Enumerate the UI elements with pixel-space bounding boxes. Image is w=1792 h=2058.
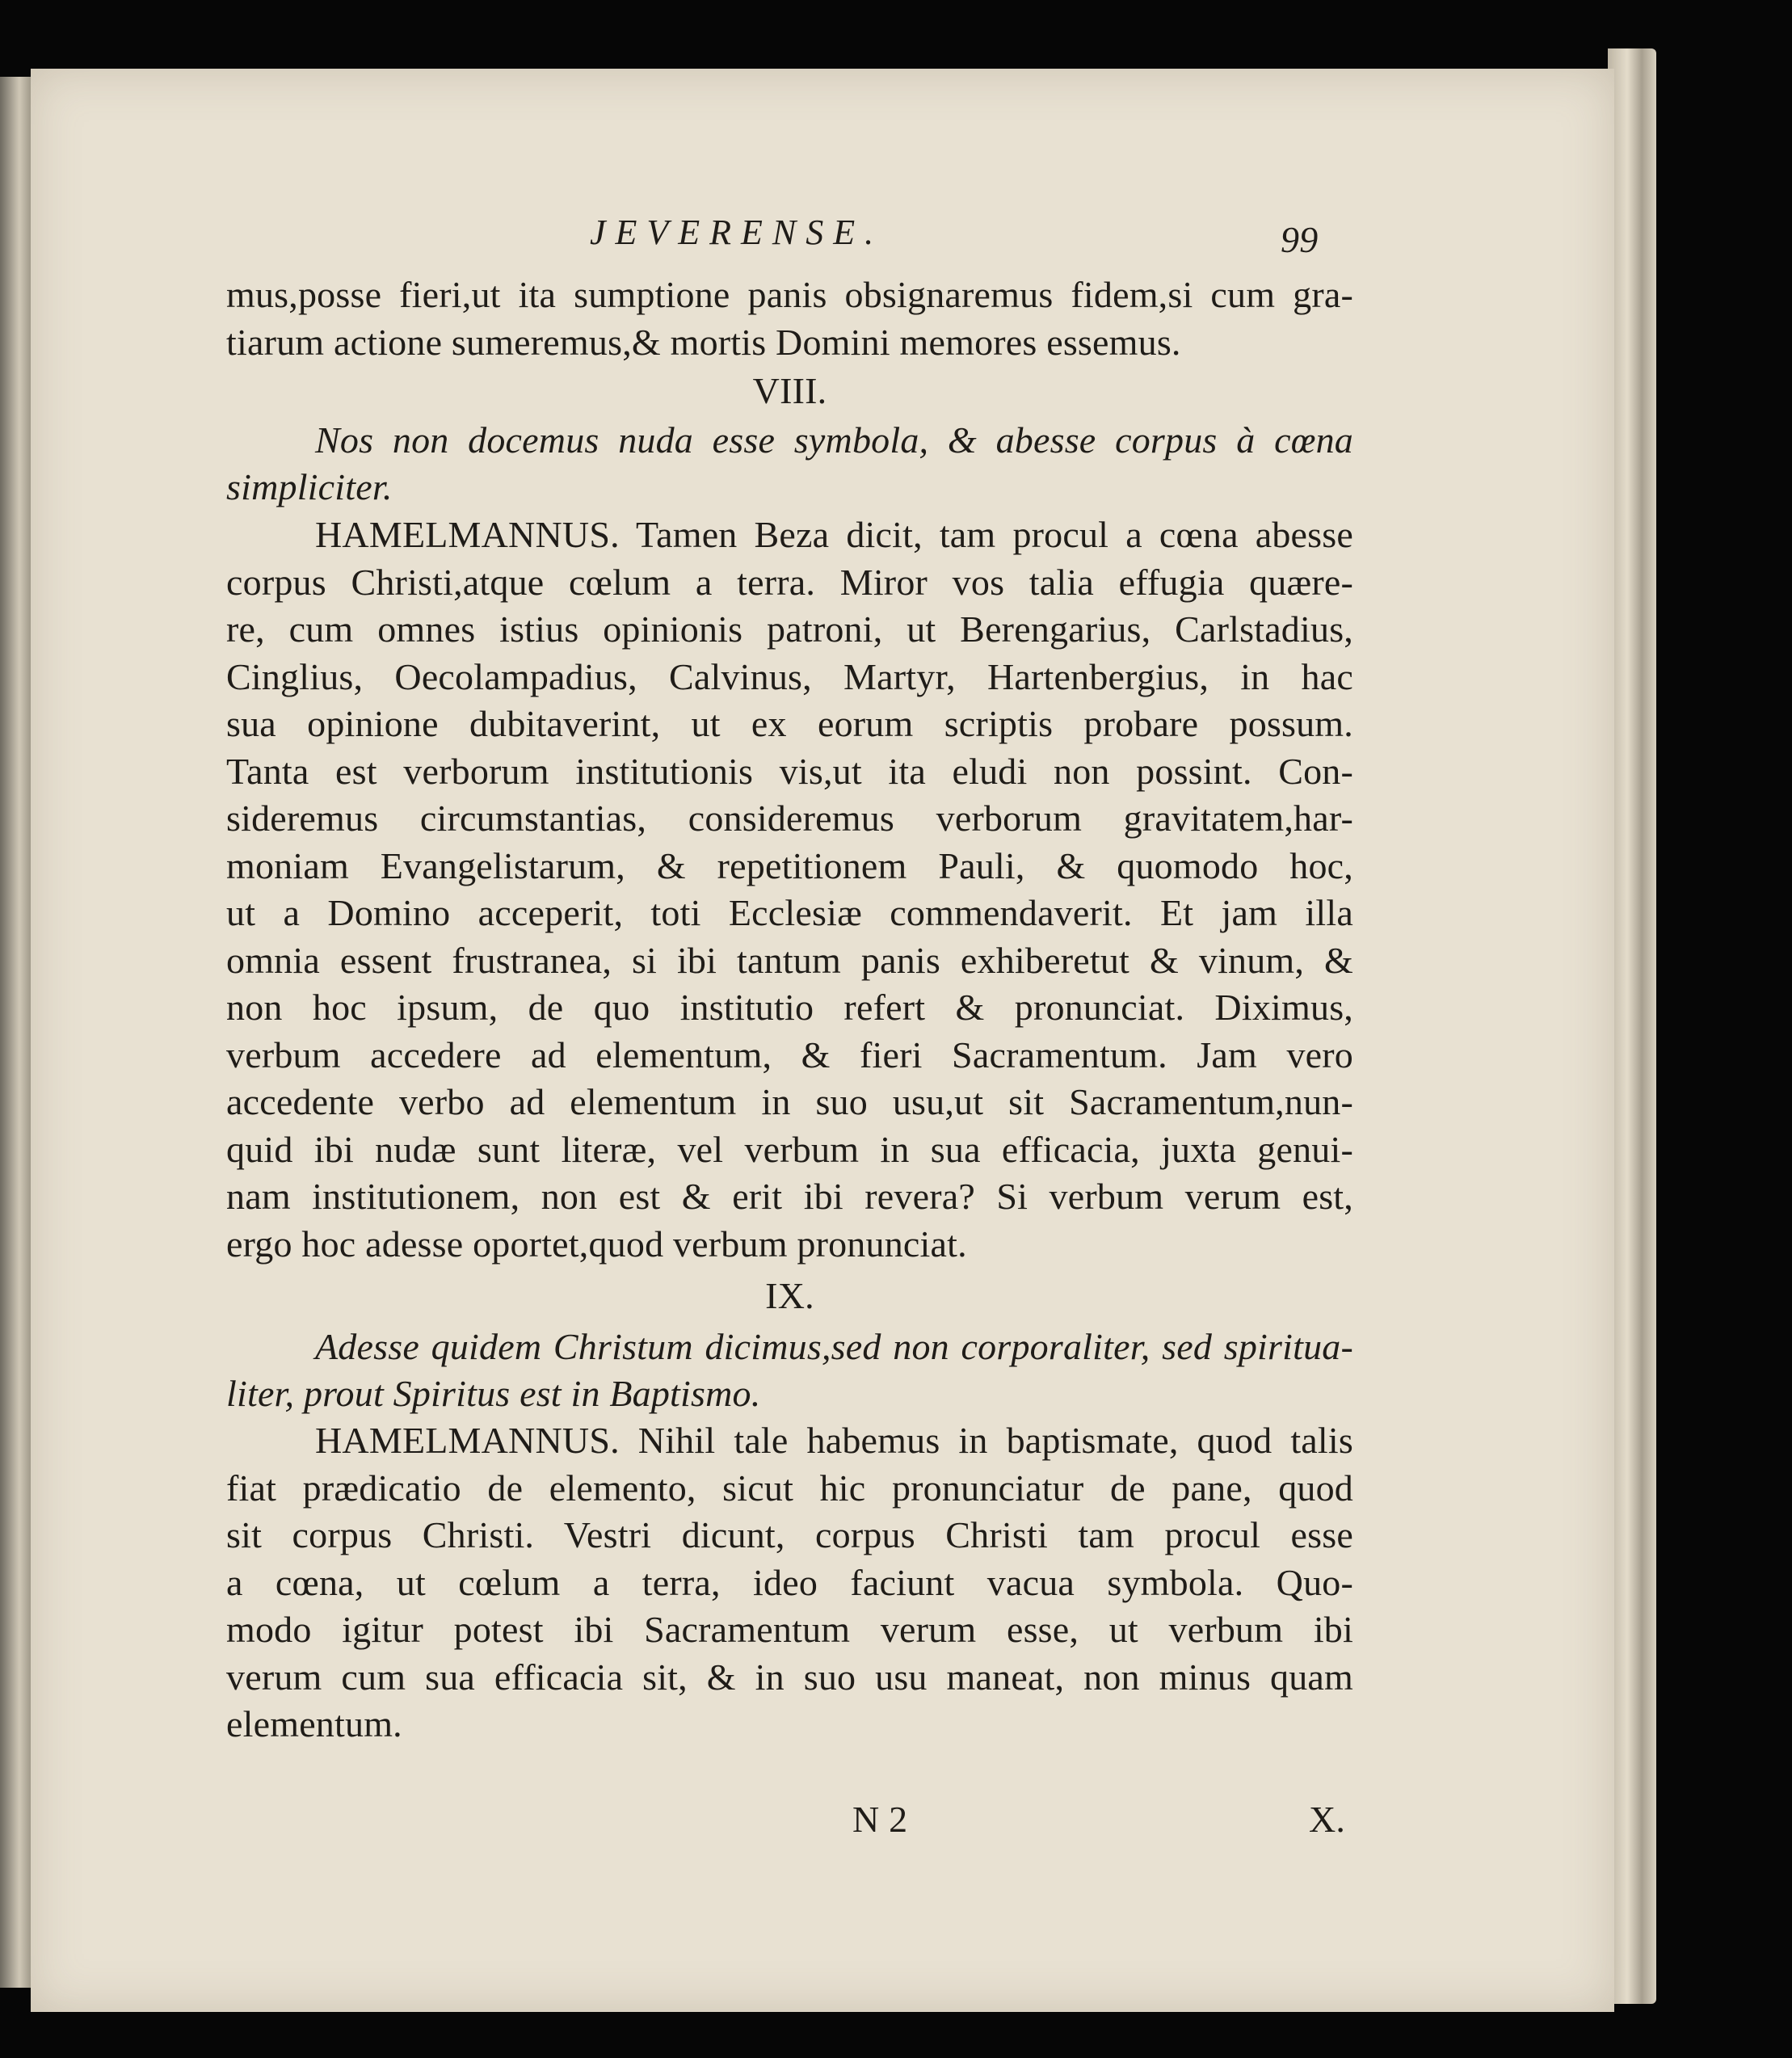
catchword: X.: [1309, 1799, 1346, 1840]
section-heading-viii: VIII.: [752, 370, 827, 411]
thesis-line-2: simpliciter.: [226, 466, 393, 507]
text-line-25: HAMELMANNUS. Nihil tale habemus in baptismate, quod talis: [315, 1420, 1353, 1461]
text-line-1: mus,posse fieri,ut ita sumptione panis obsignaremus fidem,si cum gra-: [226, 274, 1353, 315]
text-line-15: omnia essent frustranea, si ibi tantum panis exhiberetut & vinum, &: [226, 940, 1353, 981]
text-line-29: modo igitur potest ibi Sacramentum verum esse, ut verbum ibi: [226, 1609, 1353, 1650]
page-number: 99: [1281, 219, 1319, 260]
text-line-27: sit corpus Christi. Vestri dicunt, corpus Christi tam procul esse: [226, 1514, 1353, 1555]
signature-mark: N 2: [852, 1799, 908, 1840]
text-line-10: sua opinione dubitaverint, ut ex eorum scriptis probare possum.: [226, 703, 1353, 744]
text-line-30: verum cum sua efficacia sit, & in suo usu maneat, non minus quam: [226, 1656, 1353, 1698]
text-line-21: ergo hoc adesse oportet,quod verbum pronunciat.: [226, 1223, 967, 1265]
text-line-26: fiat prædicatio de elemento, sicut hic pronunciatur de pane, quod: [226, 1467, 1353, 1509]
text-line-28: a cœna, ut cœlum a terra, ideo faciunt vacua symbola. Quo-: [226, 1562, 1353, 1603]
text-line-6: HAMELMANNUS. Tamen Beza dicit, tam procul a cœna abesse: [315, 514, 1353, 555]
section-heading-ix: IX.: [765, 1275, 814, 1316]
text-line-17: verbum accedere ad elementum, & fieri Sacramentum. Jam vero: [226, 1034, 1353, 1075]
text-line-12: sideremus circumstantias, consideremus verborum gravitatem,har-: [226, 798, 1353, 839]
text-line-7: corpus Christi,atque cœlum a terra. Miror vos talia effugia quære-: [226, 562, 1353, 603]
text-line-13: moniam Evangelistarum, & repetitionem Pauli, & quomodo hoc,: [226, 845, 1353, 886]
text-line-19: quid ibi nudæ sunt literæ, vel verbum in sua efficacia, juxta genui-: [226, 1129, 1353, 1170]
text-line-20: nam institutionem, non est & erit ibi revera? Si verbum verum est,: [226, 1176, 1353, 1217]
running-title: JEVERENSE.: [590, 213, 884, 252]
text-line-9: Cinglius, Oecolampadius, Calvinus, Martyr, Hartenbergius, in hac: [226, 656, 1353, 697]
thesis-line-1: Nos non docemus nuda esse symbola, & abesse corpus à cœna: [315, 419, 1353, 461]
text-line-2: tiarum actione sumeremus,& mortis Domini memores essemus.: [226, 322, 1181, 363]
page-stack-edge: [1608, 48, 1656, 2004]
left-page-edge: [0, 77, 32, 1988]
thesis-ix-line-2: liter, prout Spiritus est in Baptismo.: [226, 1373, 761, 1414]
text-line-11: Tanta est verborum institutionis vis,ut ita eludi non possint. Con-: [226, 751, 1353, 792]
text-line-14: ut a Domino acceperit, toti Ecclesiæ commendaverit. Et jam illa: [226, 892, 1353, 933]
text-line-16: non hoc ipsum, de quo institutio refert & pronunciat. Diximus,: [226, 987, 1353, 1028]
text-line-31: elementum.: [226, 1703, 402, 1744]
text-line-18: accedente verbo ad elementum in suo usu,ut sit Sacramentum,nun-: [226, 1081, 1353, 1122]
text-line-8: re, cum omnes istius opinionis patroni, ut Berengarius, Carlstadius,: [226, 608, 1353, 650]
thesis-ix-line-1: Adesse quidem Christum dicimus,sed non corporaliter, sed spiritua-: [315, 1326, 1353, 1367]
